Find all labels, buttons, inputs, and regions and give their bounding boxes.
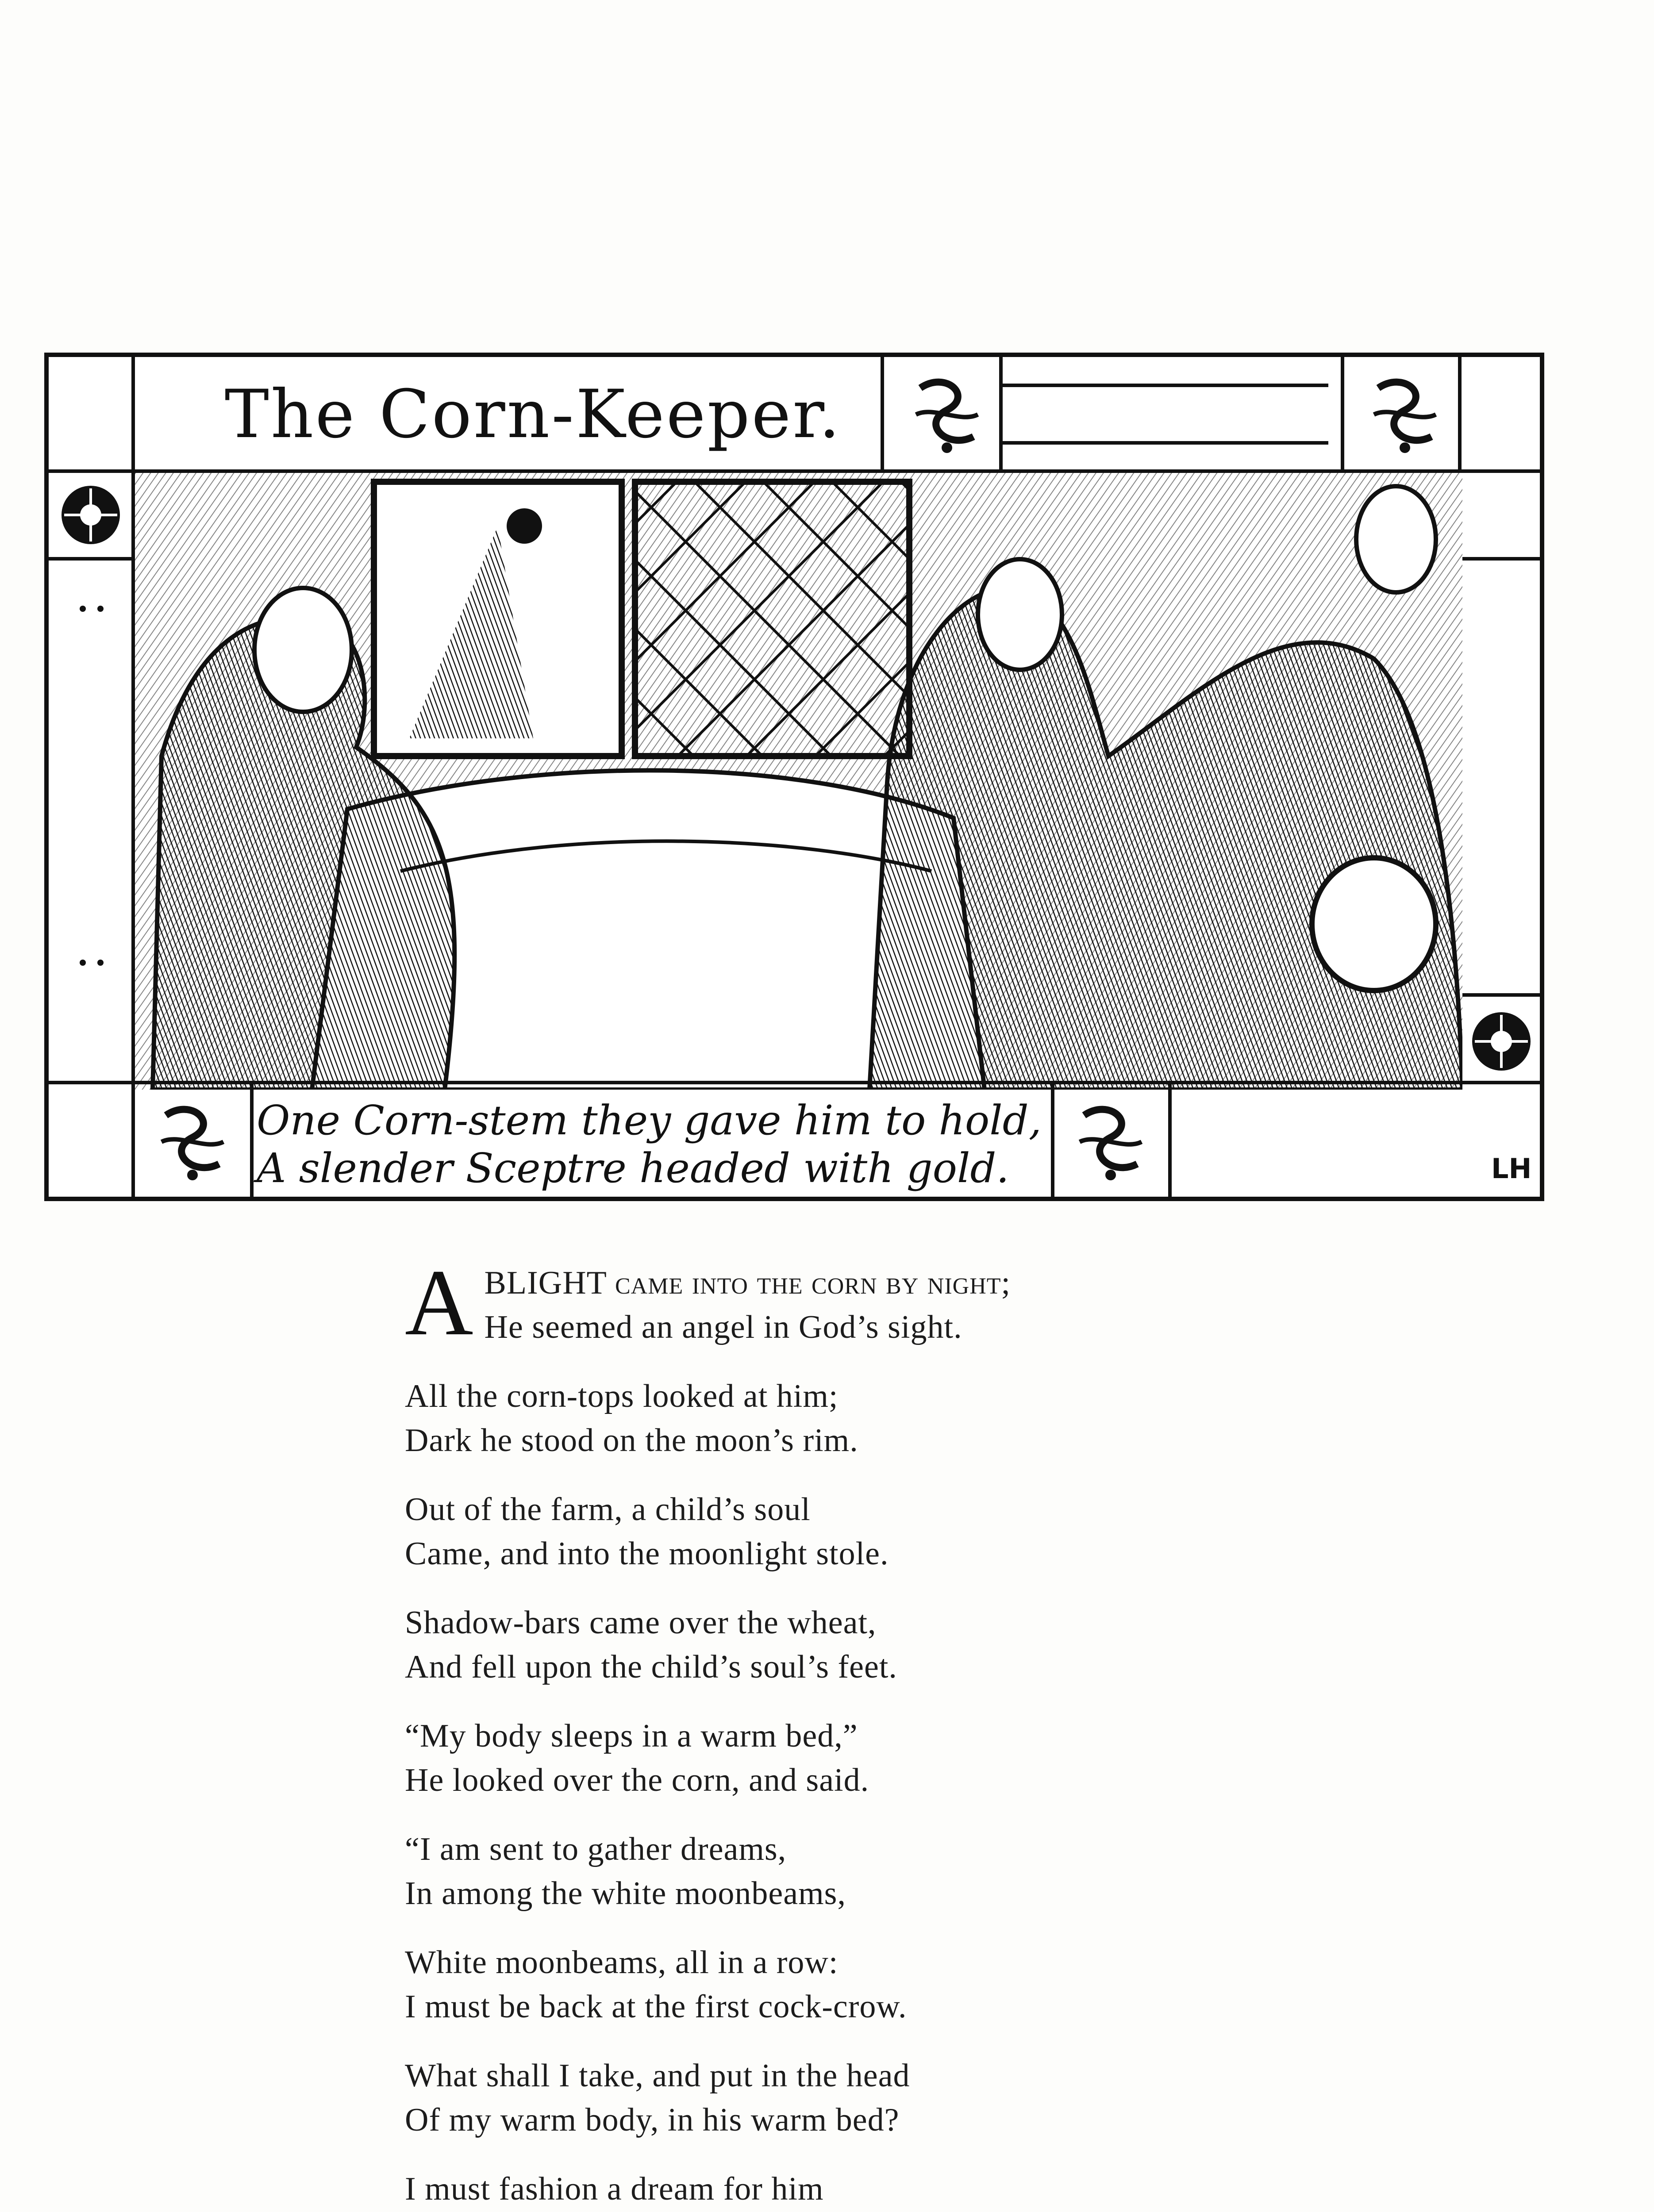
poem-line: What shall I take, and put in the head (405, 2058, 910, 2094)
poem-line: Of my warm body, in his warm bed? (405, 2102, 900, 2138)
poem-line: Out of the farm, a child’s soul (405, 1491, 811, 1528)
flower-ornament-icon (58, 482, 124, 548)
poem-line: He seemed an angel in God’s sight. (484, 1309, 962, 1345)
poem-line: “My body sleeps in a warm bed,” (405, 1718, 858, 1754)
poem-stanza (405, 2167, 1201, 2212)
flower-ornament-icon (1468, 1008, 1535, 1075)
plate-title: The Corn-Keeper. (224, 376, 842, 453)
knot-ornament-icon (144, 1093, 241, 1190)
poem-line: BLIGHT came into the corn by night; (484, 1265, 1011, 1301)
poem-stanza (405, 2054, 1201, 2142)
artist-monogram: LH (1491, 1152, 1532, 1185)
poem-stanza (405, 1940, 1201, 2029)
poem-stanza (405, 1714, 1201, 1802)
poem-stanza (405, 1250, 1201, 1355)
top-band (49, 357, 1540, 473)
poem-line: He looked over the corn, and said. (405, 1762, 869, 1798)
poem-line: I must fashion a dream for him (405, 2171, 824, 2207)
engraving-illustration (135, 473, 1462, 1090)
poem-line: Dark he stood on the moon’s rim. (405, 1422, 858, 1459)
left-border-column (49, 473, 135, 1090)
poem-stanza (405, 1827, 1201, 1916)
poem-stanza (405, 1601, 1201, 1689)
illustrated-header-plate (44, 353, 1544, 1201)
poem-line: “I am sent to gather dreams, (405, 1831, 787, 1867)
poem-line: In among the white moonbeams, (405, 1875, 846, 1912)
poem-line: Shadow-bars came over the wheat, (405, 1605, 877, 1641)
knot-ornament-icon (898, 366, 996, 463)
caption-line: A slender Sceptre headed with gold. (257, 1144, 1009, 1192)
poem-body (405, 1250, 1201, 2212)
poem-stanza (405, 1374, 1201, 1463)
poem-line: Came, and into the moonlight stole. (405, 1536, 889, 1572)
poem-stanza (405, 1487, 1201, 1576)
knot-ornament-icon (1062, 1093, 1159, 1190)
plate-caption (257, 1097, 1062, 1197)
poem-line: All the corn-tops looked at him; (405, 1378, 839, 1414)
caption-line: One Corn-stem they gave him to hold, (257, 1097, 1042, 1144)
poem-line: White moonbeams, all in a row: (405, 1944, 839, 1981)
poem-line: I must be back at the first cock-crow. (405, 1989, 907, 2025)
poem-line: And fell upon the child’s soul’s feet. (405, 1649, 897, 1685)
drop-cap: A (405, 1250, 474, 1355)
knot-ornament-icon (1356, 366, 1454, 463)
right-border-column (1454, 473, 1540, 1090)
